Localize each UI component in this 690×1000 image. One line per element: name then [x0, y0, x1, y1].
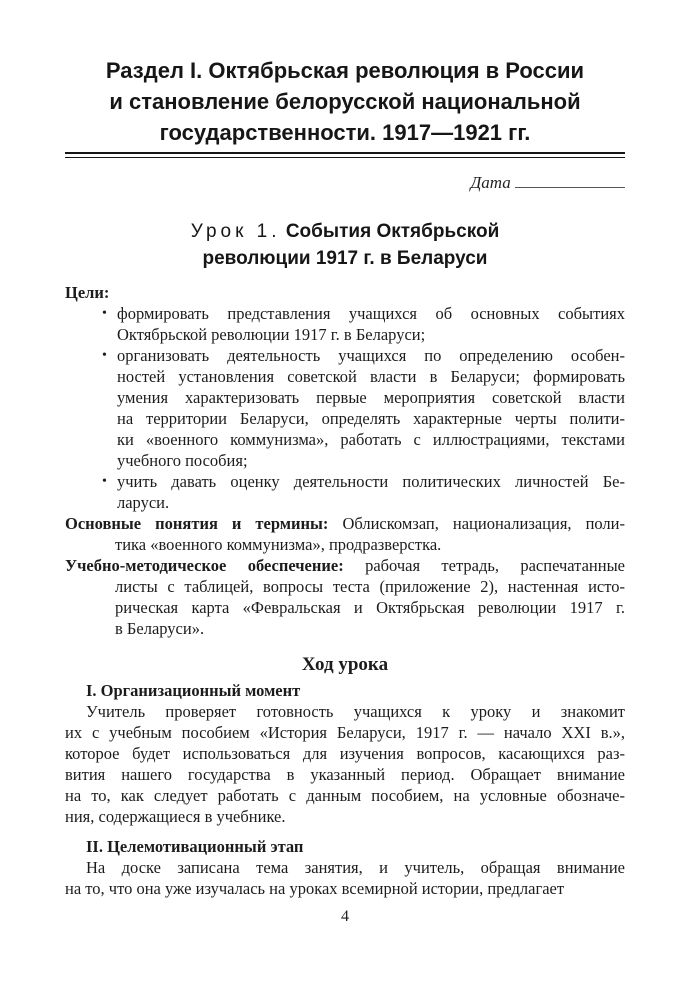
section-title-line-1: Раздел I. Октябрьская революция в России	[105, 58, 585, 83]
date-blank-line	[515, 172, 625, 188]
lesson-title-text: События Октябрьской	[285, 221, 500, 242]
paragraph-line: которое будет использоваться для изучения вопросов, касающихся раз-	[65, 744, 625, 763]
paragraph-line: их с учебным пособием «История Беларуси, 1917 г. — начало XXI в.»,	[65, 723, 625, 742]
paragraph-line: Учитель проверяет готовность учащихся к уроку и знакомит	[86, 702, 625, 721]
goals-block	[65, 282, 625, 513]
paragraph-line: На доске записана тема занятия, и учитель, обращая внимание	[86, 858, 625, 877]
double-rule-divider	[65, 152, 625, 158]
section-title	[65, 55, 625, 148]
goals-heading: Цели:	[65, 283, 110, 302]
date-label: Дата	[470, 173, 511, 192]
methods-line: листы с таблицей, вопросы теста (приложение 2), настенная исто-	[115, 577, 625, 596]
goal-line: организовать деятельность учащихся по определению особен-	[117, 346, 625, 365]
stage-1-paragraph	[65, 701, 625, 827]
date-row	[65, 172, 625, 194]
page-content	[65, 0, 625, 899]
methods-line: в Беларуси».	[115, 619, 205, 638]
goal-item-text	[117, 471, 625, 513]
terms-text: Облискомзап, национализация, поли-	[342, 514, 625, 533]
page-number: 4	[341, 908, 349, 925]
stage-2-heading: II. Целемотивационный этап	[86, 837, 304, 856]
goal-item-text	[117, 303, 625, 345]
paragraph-line: вития нашего государства в указанный период. Обращает внимание	[65, 765, 625, 784]
methods-text: рабочая тетрадь, распечатанные	[365, 556, 625, 575]
goal-line: ки «военного коммунизма», работать с иллюстрациями, текстами	[117, 430, 625, 449]
goal-line: ларуси.	[117, 493, 170, 512]
methods-heading: Учебно-методическое обеспечение:	[65, 556, 344, 575]
terms-line: тика «военного коммунизма», продразверстка.	[115, 535, 442, 554]
lesson-number-label: Урок 1.	[190, 221, 281, 242]
goal-line: Октябрьской революции 1917 г. в Беларуси;	[117, 325, 426, 344]
section-title-line-3: государственности. 1917—1921 гг.	[159, 120, 531, 145]
bullet-icon: •	[102, 348, 107, 363]
paragraph-line: на то, что она уже изучалась на уроках всемирной истории, предлагает	[65, 879, 565, 898]
terms-line	[65, 513, 625, 534]
methods-line	[65, 555, 625, 576]
goal-line: на территории Беларуси, определять характерные черты полити-	[117, 409, 625, 428]
lesson-title-line-1	[65, 218, 625, 245]
methods-block	[65, 555, 625, 639]
goal-item-text	[117, 345, 625, 471]
stage-2-paragraph	[65, 857, 625, 899]
terms-heading: Основные понятия и термины:	[65, 514, 329, 533]
goal-line: умения характеризовать первые мероприятия советской власти	[117, 388, 625, 407]
goal-item	[65, 345, 625, 471]
paragraph-line: на то, как следует работать с данным пособием, на условные обозначе-	[65, 786, 625, 805]
lesson-flow-heading: Ход урока	[301, 654, 389, 675]
goal-line: учить давать оценку деятельности политических личностей Бе-	[117, 472, 625, 491]
methods-line: рическая карта «Февральская и Октябрьская революции 1917 г.	[115, 598, 625, 617]
section-title-line-2: и становление белорусской национальной	[109, 89, 581, 114]
goal-line: ностей установления советской власти в Беларуси; формировать	[117, 367, 625, 386]
paragraph-line: ния, содержащиеся в учебнике.	[65, 807, 286, 826]
lesson-title	[65, 218, 625, 272]
lesson-title-line-2: революции 1917 г. в Беларуси	[202, 248, 488, 269]
goal-item	[65, 303, 625, 345]
bullet-icon: •	[102, 474, 107, 489]
goal-line: учебного пособия;	[117, 451, 248, 470]
terms-block	[65, 513, 625, 555]
goal-line: формировать представления учащихся об основных событиях	[117, 304, 625, 323]
stage-1-heading: I. Организационный момент	[86, 681, 301, 700]
goal-item	[65, 471, 625, 513]
bullet-icon: •	[102, 306, 107, 321]
